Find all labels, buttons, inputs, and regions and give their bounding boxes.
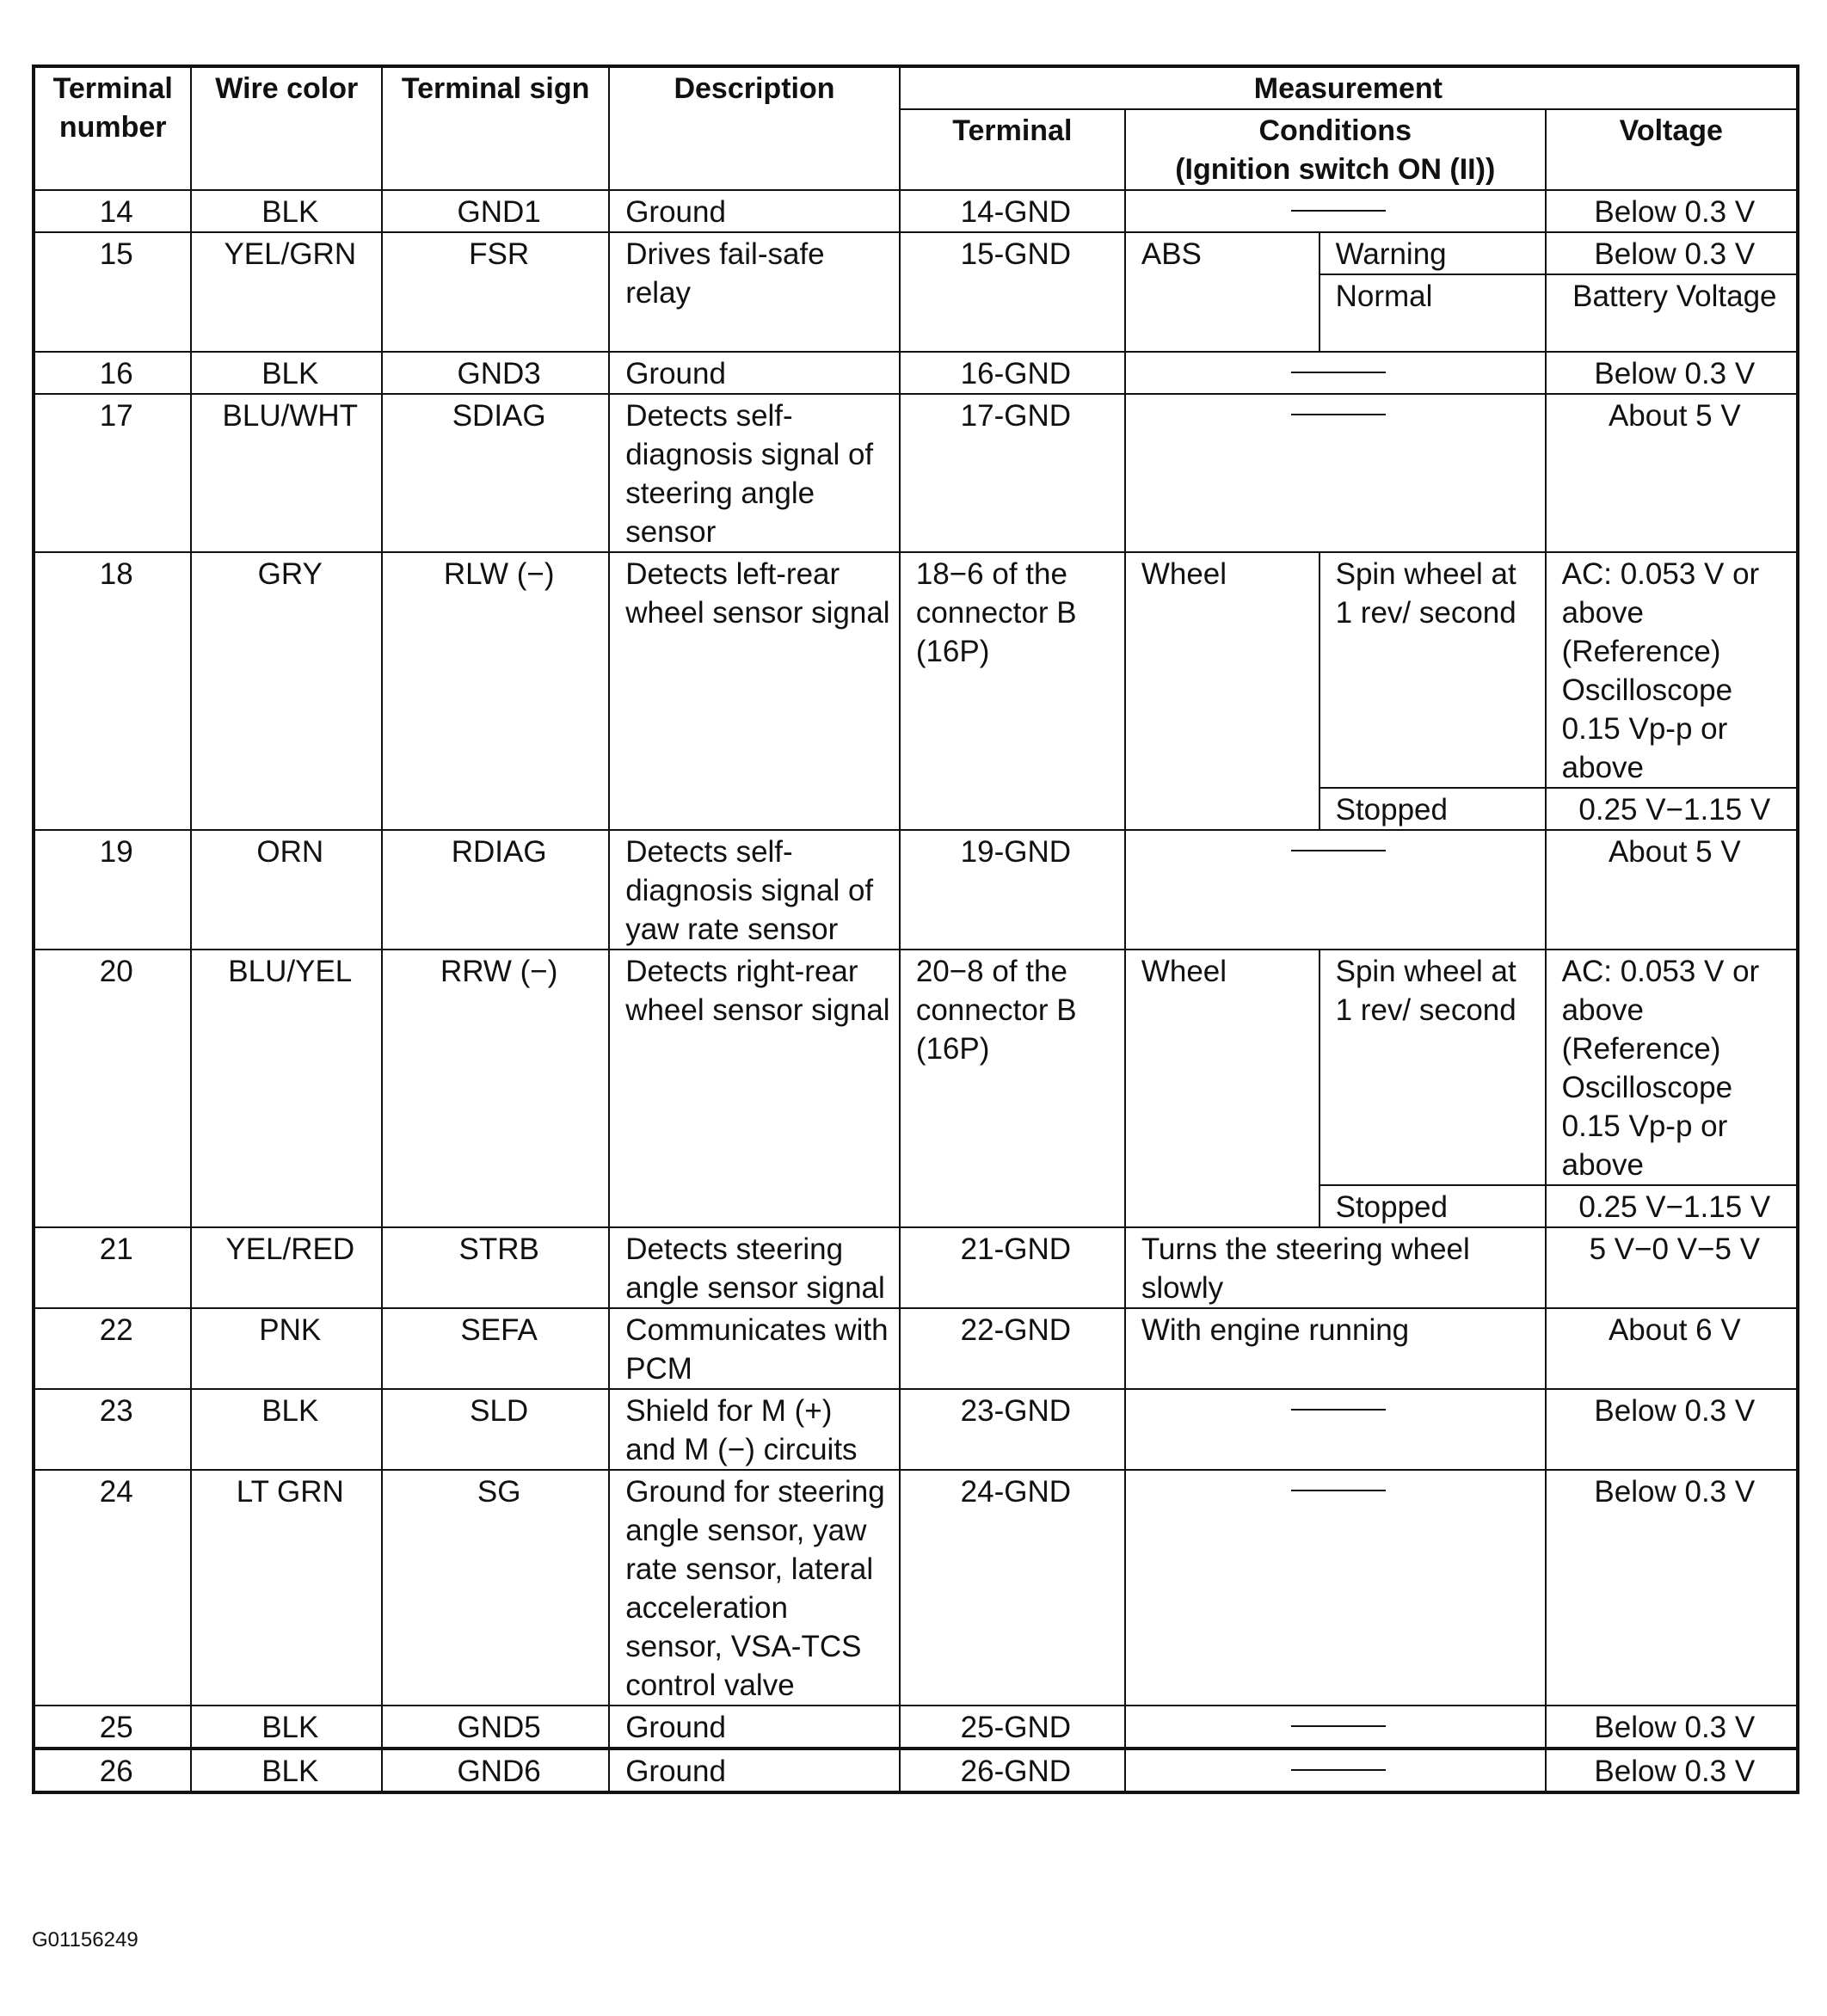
measure-terminal: 14-GND — [900, 190, 1125, 232]
voltage: Below 0.3 V — [1546, 190, 1798, 232]
condition-state: Normal — [1320, 274, 1546, 352]
terminal-sign: GND6 — [382, 1749, 609, 1792]
terminal-number: 23 — [34, 1389, 191, 1470]
measure-terminal: 23-GND — [900, 1389, 1125, 1470]
condition-none — [1125, 394, 1546, 552]
wire-color: BLK — [191, 190, 382, 232]
table-row — [34, 1470, 1798, 1706]
dash-mark — [1291, 210, 1386, 212]
table-row — [34, 352, 1798, 394]
description: Ground — [609, 352, 900, 394]
table-row — [34, 1706, 1798, 1749]
table-row — [34, 830, 1798, 950]
voltage: Battery Voltage — [1546, 274, 1798, 352]
terminal-number: 20 — [34, 950, 191, 1227]
terminal-sign: SG — [382, 1470, 609, 1706]
terminal-number: 21 — [34, 1227, 191, 1308]
wire-color: BLU/WHT — [191, 394, 382, 552]
header-description: Description — [609, 66, 900, 190]
description: Ground for steering angle sensor, yaw rate sensor, lateral acceleration sensor, VSA-TCS control valve — [609, 1470, 900, 1706]
terminal-number: 15 — [34, 232, 191, 352]
condition-state: Warning — [1320, 232, 1546, 274]
condition-state: Stopped — [1320, 788, 1546, 830]
header-voltage: Voltage — [1546, 109, 1798, 190]
terminal-number: 16 — [34, 352, 191, 394]
voltage: About 5 V — [1546, 394, 1798, 552]
measure-terminal: 19-GND — [900, 830, 1125, 950]
dash-mark — [1291, 1490, 1386, 1491]
measure-terminal: 22-GND — [900, 1308, 1125, 1389]
terminal-number: 22 — [34, 1308, 191, 1389]
wire-color: ORN — [191, 830, 382, 950]
table-row — [34, 950, 1798, 1185]
terminal-number: 26 — [34, 1749, 191, 1792]
condition-none — [1125, 190, 1546, 232]
figure-id: G01156249 — [32, 1928, 138, 1951]
terminal-sign: RRW (−) — [382, 950, 609, 1227]
terminal-table-sheet — [32, 65, 1799, 1794]
table-row — [34, 394, 1798, 552]
header-terminal: Terminal — [900, 109, 1125, 190]
condition-none — [1125, 352, 1546, 394]
condition-group: Wheel — [1125, 552, 1320, 830]
terminal-number: 17 — [34, 394, 191, 552]
condition-state: Stopped — [1320, 1185, 1546, 1227]
terminal-sign: SLD — [382, 1389, 609, 1470]
measure-terminal: 25-GND — [900, 1706, 1125, 1749]
wire-color: BLK — [191, 1389, 382, 1470]
voltage: Below 0.3 V — [1546, 352, 1798, 394]
condition-none — [1125, 830, 1546, 950]
terminal-sign: RDIAG — [382, 830, 609, 950]
measure-terminal: 15-GND — [900, 232, 1125, 352]
dash-mark — [1291, 414, 1386, 415]
voltage: Below 0.3 V — [1546, 1389, 1798, 1470]
wire-color: LT GRN — [191, 1470, 382, 1706]
voltage: Below 0.3 V — [1546, 232, 1798, 274]
condition-state: Spin wheel at 1 rev/ second — [1320, 552, 1546, 788]
measure-terminal: 16-GND — [900, 352, 1125, 394]
wire-color: BLU/YEL — [191, 950, 382, 1227]
wire-color: YEL/RED — [191, 1227, 382, 1308]
header-wire-color: Wire color — [191, 66, 382, 190]
measure-terminal: 24-GND — [900, 1470, 1125, 1706]
voltage: 0.25 V−1.15 V — [1546, 788, 1798, 830]
voltage: Below 0.3 V — [1546, 1470, 1798, 1706]
table-row — [34, 552, 1798, 788]
measure-terminal: 17-GND — [900, 394, 1125, 552]
terminal-number: 14 — [34, 190, 191, 232]
dash-mark — [1291, 1409, 1386, 1411]
header-terminal-number: Terminal number — [34, 66, 191, 190]
header-conditions-title: Conditions — [1258, 114, 1412, 147]
condition-none — [1125, 1389, 1546, 1470]
condition-none — [1125, 1749, 1546, 1792]
table-row — [34, 190, 1798, 232]
voltage: 0.25 V−1.15 V — [1546, 1185, 1798, 1227]
terminal-number: 18 — [34, 552, 191, 830]
terminal-sign: FSR — [382, 232, 609, 352]
condition-state: Spin wheel at 1 rev/ second — [1320, 950, 1546, 1185]
description: Detects self-diagnosis signal of steering angle sensor — [609, 394, 900, 552]
terminal-sign: STRB — [382, 1227, 609, 1308]
terminal-number: 24 — [34, 1470, 191, 1706]
condition-group: Wheel — [1125, 950, 1320, 1227]
terminal-number: 25 — [34, 1706, 191, 1749]
description: Shield for M (+) and M (−) circuits — [609, 1389, 900, 1470]
description: Detects right-rear wheel sensor signal — [609, 950, 900, 1227]
wire-color: BLK — [191, 1749, 382, 1792]
voltage: About 6 V — [1546, 1308, 1798, 1389]
table-row — [34, 1389, 1798, 1470]
voltage: AC: 0.053 V or above (Reference) Oscilloscope 0.15 Vp-p or above — [1546, 552, 1798, 788]
condition-group: ABS — [1125, 232, 1320, 352]
table-row — [34, 1308, 1798, 1389]
condition-none — [1125, 1470, 1546, 1706]
wire-color: GRY — [191, 552, 382, 830]
terminal-sign: GND3 — [382, 352, 609, 394]
voltage: About 5 V — [1546, 830, 1798, 950]
dash-mark — [1291, 1769, 1386, 1771]
description: Detects steering angle sensor signal — [609, 1227, 900, 1308]
table-row — [34, 1227, 1798, 1308]
description: Drives fail-safe relay — [609, 232, 900, 352]
terminal-sign: SEFA — [382, 1308, 609, 1389]
dash-mark — [1291, 850, 1386, 851]
condition-none — [1125, 1706, 1546, 1749]
table-row — [34, 1749, 1798, 1792]
dash-mark — [1291, 372, 1386, 373]
voltage: 5 V−0 V−5 V — [1546, 1227, 1798, 1308]
header-conditions — [1125, 109, 1546, 190]
terminal-number: 19 — [34, 830, 191, 950]
terminal-table — [32, 65, 1799, 1794]
wire-color: YEL/GRN — [191, 232, 382, 352]
terminal-sign: GND5 — [382, 1706, 609, 1749]
header-conditions-sub: (Ignition switch ON (II)) — [1175, 153, 1496, 186]
wire-color: PNK — [191, 1308, 382, 1389]
wire-color: BLK — [191, 352, 382, 394]
measure-terminal: 21-GND — [900, 1227, 1125, 1308]
description: Ground — [609, 190, 900, 232]
terminal-sign: SDIAG — [382, 394, 609, 552]
wire-color: BLK — [191, 1706, 382, 1749]
description: Detects self-diagnosis signal of yaw rate sensor — [609, 830, 900, 950]
terminal-sign: RLW (−) — [382, 552, 609, 830]
header-terminal-sign: Terminal sign — [382, 66, 609, 190]
voltage: Below 0.3 V — [1546, 1706, 1798, 1749]
condition-text: Turns the steering wheel slowly — [1125, 1227, 1546, 1308]
measure-terminal: 26-GND — [900, 1749, 1125, 1792]
description: Ground — [609, 1749, 900, 1792]
measure-terminal: 18−6 of the connector B (16P) — [900, 552, 1125, 830]
voltage: AC: 0.053 V or above (Reference) Oscilloscope 0.15 Vp-p or above — [1546, 950, 1798, 1185]
description: Detects left-rear wheel sensor signal — [609, 552, 900, 830]
voltage: Below 0.3 V — [1546, 1749, 1798, 1792]
measure-terminal: 20−8 of the connector B (16P) — [900, 950, 1125, 1227]
terminal-sign: GND1 — [382, 190, 609, 232]
table-row — [34, 232, 1798, 274]
header-measurement: Measurement — [900, 66, 1798, 109]
description: Communicates with PCM — [609, 1308, 900, 1389]
dash-mark — [1291, 1725, 1386, 1727]
condition-text: With engine running — [1125, 1308, 1546, 1389]
description: Ground — [609, 1706, 900, 1749]
